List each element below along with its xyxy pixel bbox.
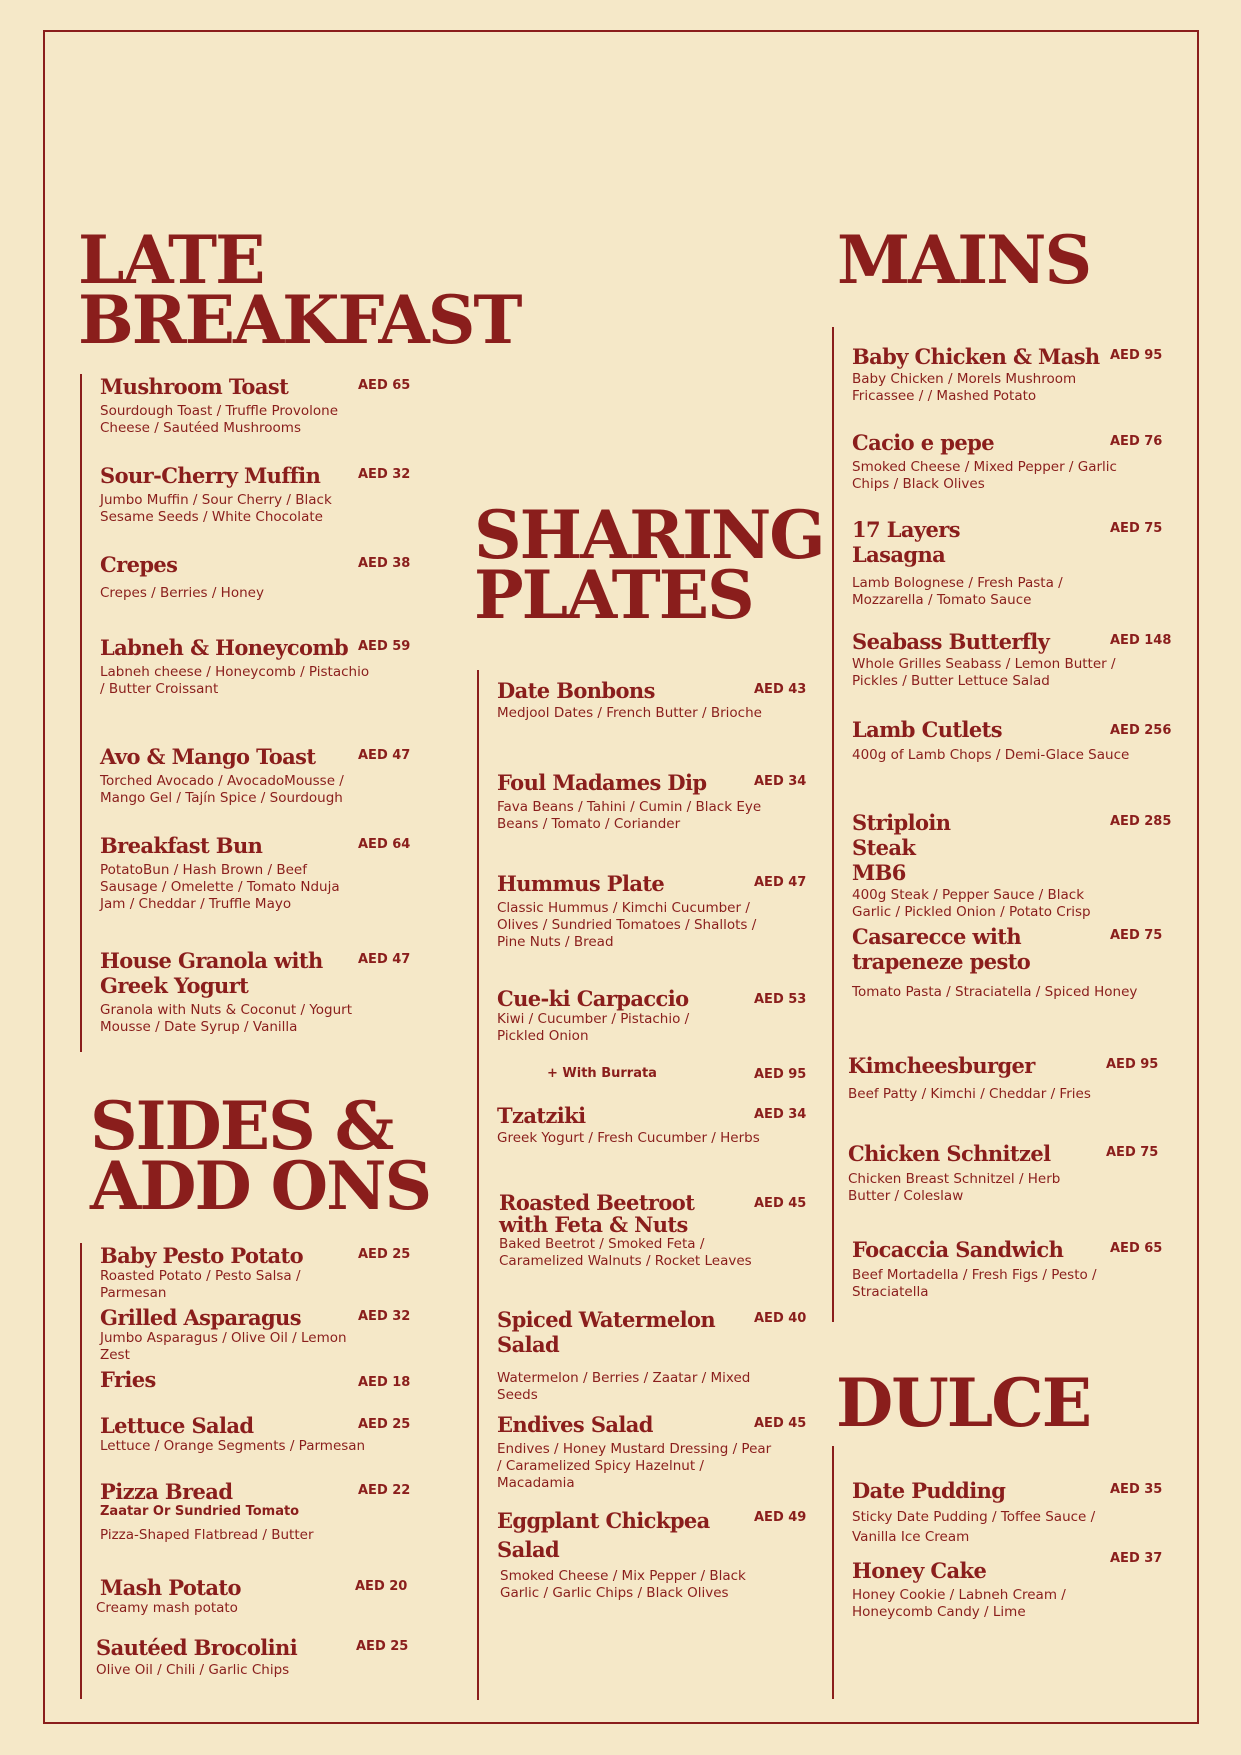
item-price: AED 37: [1110, 1551, 1163, 1566]
menu-item: [852, 1551, 1174, 1621]
item-price: AED 47: [358, 748, 411, 763]
item-price: AED 95: [1106, 1057, 1159, 1072]
item-price: AED 59: [358, 639, 411, 654]
item-name: Sautéed Brocolini: [96, 1635, 298, 1660]
item-name: Lamb Cutlets: [852, 717, 1002, 742]
item-name: Breakfast Bun: [100, 833, 263, 858]
item-description: Lettuce / Orange Segments / Parmesan: [100, 1438, 366, 1454]
item-name: Cacio e pepe: [852, 430, 994, 455]
item-name: Eggplant Chickpea Salad: [497, 1508, 710, 1562]
item-price: AED 65: [1110, 1241, 1163, 1256]
menu-item: [100, 463, 422, 526]
item-name: Pizza Bread: [100, 1479, 233, 1504]
item-description: Greek Yogurt / Fresh Cucumber / Herbs: [497, 1130, 760, 1146]
item-name: 17 Layers Lasagna: [852, 517, 960, 567]
item-price: AED 32: [358, 1309, 411, 1324]
item-name: House Granola with Greek Yogurt: [100, 948, 323, 998]
item-description: Olive Oil / Chili / Garlic Chips: [96, 1662, 290, 1678]
item-price: AED 43: [754, 682, 807, 697]
item-name: Cue-ki Carpaccio: [497, 986, 689, 1011]
item-description: Smoked Cheese / Mix Pepper / Black Garlic / Garlic Chips / Black Olives: [500, 1568, 746, 1601]
menu-item: [100, 744, 422, 807]
item-note: Zaatar Or Sundried Tomato: [100, 1504, 300, 1519]
item-price: AED 75: [1110, 928, 1163, 943]
item-name: Seabass Butterfly: [852, 629, 1050, 654]
item-name: Mash Potato: [100, 1575, 241, 1600]
item-price: AED 45: [754, 1416, 807, 1431]
item-price: AED 76: [1110, 434, 1163, 449]
item-name: Chicken Schnitzel: [848, 1141, 1051, 1166]
item-name: Avo & Mango Toast: [100, 744, 316, 769]
menu-item: [497, 871, 819, 951]
item-price: AED 47: [358, 952, 411, 967]
item-description: Labneh cheese / Honeycomb / Pistachio / Butter Croissant: [100, 664, 370, 697]
title-line: LATE: [78, 221, 264, 299]
menu-item: [852, 924, 1174, 1001]
item-description: Jumbo Asparagus / Olive Oil / Lemon Zest: [100, 1330, 347, 1363]
item-price: AED 32: [358, 467, 411, 482]
item-description: Tomato Pasta / Straciatella / Spiced Honey: [852, 984, 1138, 1000]
menu-item: [852, 430, 1174, 493]
item-price: AED 34: [754, 774, 807, 789]
item-price: AED 64: [358, 837, 411, 852]
item-description: PotatoBun / Hash Brown / Beef Sausage / Omelette / Tomato Nduja Jam / Cheddar / Truffle Mayo: [100, 862, 340, 912]
menu-item: [852, 1237, 1174, 1301]
item-description: Granola with Nuts & Coconut / Yogurt Mousse / Date Syrup / Vanilla: [100, 1002, 353, 1035]
menu-item: [100, 833, 422, 913]
menu-item: [100, 374, 422, 437]
menu-item: [100, 1305, 422, 1364]
dulce-list: [832, 1446, 1174, 1699]
menu-item: [848, 1141, 1174, 1205]
title-line: DULCE: [836, 1364, 1091, 1442]
item-price: AED 285: [1110, 814, 1172, 829]
item-description: Smoked Cheese / Mixed Pepper / Garlic Chips / Black Olives: [852, 459, 1117, 492]
title-line: SIDES &: [90, 1087, 393, 1165]
item-price: AED 22: [358, 1483, 411, 1498]
item-description: Kiwi / Cucumber / Pistachio / Pickled Onion: [497, 1011, 690, 1044]
item-price: AED 75: [1110, 521, 1163, 536]
title-line: PLATES: [474, 556, 753, 634]
item-price: AED 53: [754, 992, 807, 1007]
menu-item: [100, 1479, 422, 1544]
item-description: Sourdough Toast / Truffle Provolone Cheese / Sautéed Mushrooms: [100, 403, 338, 436]
menu-item: [499, 1192, 819, 1270]
section-title-sharing-plates: [474, 496, 824, 634]
item-price: AED 25: [358, 1247, 411, 1262]
item-description: Sticky Date Pudding / Toffee Sauce / Vanilla Ice Cream: [852, 1509, 1096, 1545]
mains-list: [832, 327, 1174, 1322]
title-line: SHARING: [474, 496, 824, 574]
menu-item: [497, 1307, 819, 1404]
menu-item: [100, 1243, 422, 1302]
item-description: Baby Chicken / Morels Mushroom Fricassee / / Mashed Potato: [852, 371, 1077, 404]
item-description: Baked Beetrot / Smoked Feta / Caramelized Walnuts / Rocket Leaves: [499, 1236, 752, 1269]
menu-item: [852, 344, 1174, 405]
item-description: Jumbo Muffin / Sour Cherry / Black Sesame Seeds / White Chocolate: [100, 492, 332, 525]
item-description: Whole Grilles Seabass / Lemon Butter / Pickles / Butter Lettuce Salad: [852, 656, 1116, 689]
menu-item: [100, 552, 422, 602]
item-name: Hummus Plate: [497, 871, 665, 896]
item-name: Sour-Cherry Muffin: [100, 463, 321, 488]
item-description: Medjool Dates / French Butter / Brioche: [497, 705, 762, 721]
section-title-mains: [837, 221, 1091, 299]
title-line: MAINS: [837, 221, 1091, 299]
add-on-label: + With Burrata: [547, 1066, 657, 1081]
item-price: AED 25: [356, 1639, 409, 1654]
item-description: Fava Beans / Tahini / Cumin / Black Eye Beans / Tomato / Coriander: [497, 799, 762, 832]
menu-item: [852, 717, 1174, 764]
menu-item: [100, 1413, 422, 1455]
menu-item: [96, 1575, 422, 1617]
item-description: Beef Mortadella / Fresh Figs / Pesto / Straciatella: [852, 1267, 1097, 1300]
item-description: Crepes / Berries / Honey: [100, 585, 264, 601]
section-title-dulce: [836, 1364, 1091, 1442]
item-name: Baby Chicken & Mash: [852, 344, 1100, 369]
menu-item: [852, 629, 1174, 690]
item-description: Endives / Honey Mustard Dressing / Pear / Caramelized Spicy Hazelnut / Macadamia: [497, 1441, 772, 1491]
item-price: AED 34: [754, 1107, 807, 1122]
menu-item: [848, 1053, 1174, 1103]
item-name: Roasted Beetroot with Feta & Nuts: [499, 1190, 695, 1237]
item-name: Honey Cake: [852, 1558, 987, 1583]
item-price: AED 40: [754, 1311, 807, 1326]
item-price: AED 148: [1110, 633, 1172, 648]
item-name: Fries: [100, 1367, 156, 1392]
item-price: AED 47: [754, 875, 807, 890]
item-name: Date Pudding: [852, 1478, 1006, 1503]
item-price: AED 25: [358, 1417, 411, 1432]
item-price: AED 20: [355, 1579, 408, 1594]
item-description: Creamy mash potato: [96, 1600, 238, 1616]
menu-item: [852, 1478, 1174, 1547]
item-description: 400g of Lamb Chops / Demi-Glace Sauce: [852, 747, 1130, 763]
item-price: AED 65: [358, 378, 411, 393]
sides-list: [80, 1243, 422, 1699]
item-price: AED 38: [358, 556, 411, 571]
item-price: AED 35: [1110, 1482, 1163, 1497]
item-name: Striploin Steak MB6: [852, 810, 951, 885]
add-on-price: AED 95: [754, 1067, 807, 1082]
item-description: Lamb Bolognese / Fresh Pasta / Mozzarella / Tomato Sauce: [852, 575, 1063, 608]
menu-item: [852, 517, 1174, 609]
item-description: Honey Cookie / Labneh Cream / Honeycomb Candy / Lime: [852, 1587, 1066, 1620]
sharing-plates-list: [477, 670, 819, 1700]
item-name: Focaccia Sandwich: [852, 1237, 1064, 1262]
item-price: AED 49: [754, 1510, 807, 1525]
section-title-sides: [90, 1087, 431, 1225]
item-description: Watermelon / Berries / Zaatar / Mixed Seeds: [497, 1370, 751, 1403]
item-name: Kimcheesburger: [848, 1053, 1035, 1078]
menu-item: [497, 678, 819, 722]
item-description: Classic Hummus / Kimchi Cucumber / Olives / Sundried Tomatoes / Shallots / Pine Nuts / Bread: [497, 900, 757, 950]
menu-item: [497, 1103, 819, 1147]
section-title-late-breakfast: [78, 221, 521, 359]
item-name: Baby Pesto Potato: [100, 1243, 304, 1268]
item-name: Tzatziki: [497, 1103, 586, 1128]
item-name: Crepes: [100, 552, 178, 577]
menu-item: [497, 770, 819, 833]
item-name: Labneh & Honeycomb: [100, 635, 349, 660]
menu-item: [100, 1367, 422, 1392]
menu-item: [497, 986, 819, 1082]
item-name: Date Bonbons: [497, 678, 655, 703]
item-description: Pizza-Shaped Flatbread / Butter: [100, 1527, 314, 1543]
item-price: AED 45: [754, 1196, 807, 1211]
item-description: Beef Patty / Kimchi / Cheddar / Fries: [848, 1086, 1091, 1102]
menu-item: [497, 1506, 819, 1602]
item-price: AED 18: [358, 1375, 411, 1390]
item-name: Foul Madames Dip: [497, 770, 707, 795]
item-description: Roasted Potato / Pesto Salsa / Parmesan: [100, 1268, 301, 1301]
menu-item: [100, 635, 422, 698]
item-name: Endives Salad: [497, 1412, 653, 1437]
item-description: Torched Avocado / AvocadoMousse / Mango Gel / Tajín Spice / Sourdough: [100, 773, 344, 806]
item-description: 400g Steak / Pepper Sauce / Black Garlic / Pickled Onion / Potato Crisp: [852, 887, 1091, 920]
menu-item: [497, 1412, 819, 1492]
title-line: BREAKFAST: [78, 281, 521, 359]
item-name: Casarecce with trapeneze pesto: [852, 924, 1031, 974]
item-name: Spiced Watermelon Salad: [497, 1307, 716, 1357]
menu-item: [852, 810, 1174, 921]
title-line: ADD ONS: [90, 1147, 431, 1225]
menu-item: [96, 1635, 422, 1679]
item-name: Grilled Asparagus: [100, 1305, 301, 1330]
late-breakfast-list: [80, 374, 422, 1052]
item-price: AED 95: [1110, 348, 1163, 363]
item-price: AED 256: [1110, 723, 1172, 738]
menu-item: [100, 948, 422, 1036]
item-name: Mushroom Toast: [100, 374, 289, 399]
item-price: AED 75: [1106, 1145, 1159, 1160]
item-name: Lettuce Salad: [100, 1413, 254, 1438]
item-description: Chicken Breast Schnitzel / Herb Butter / Coleslaw: [848, 1171, 1061, 1204]
